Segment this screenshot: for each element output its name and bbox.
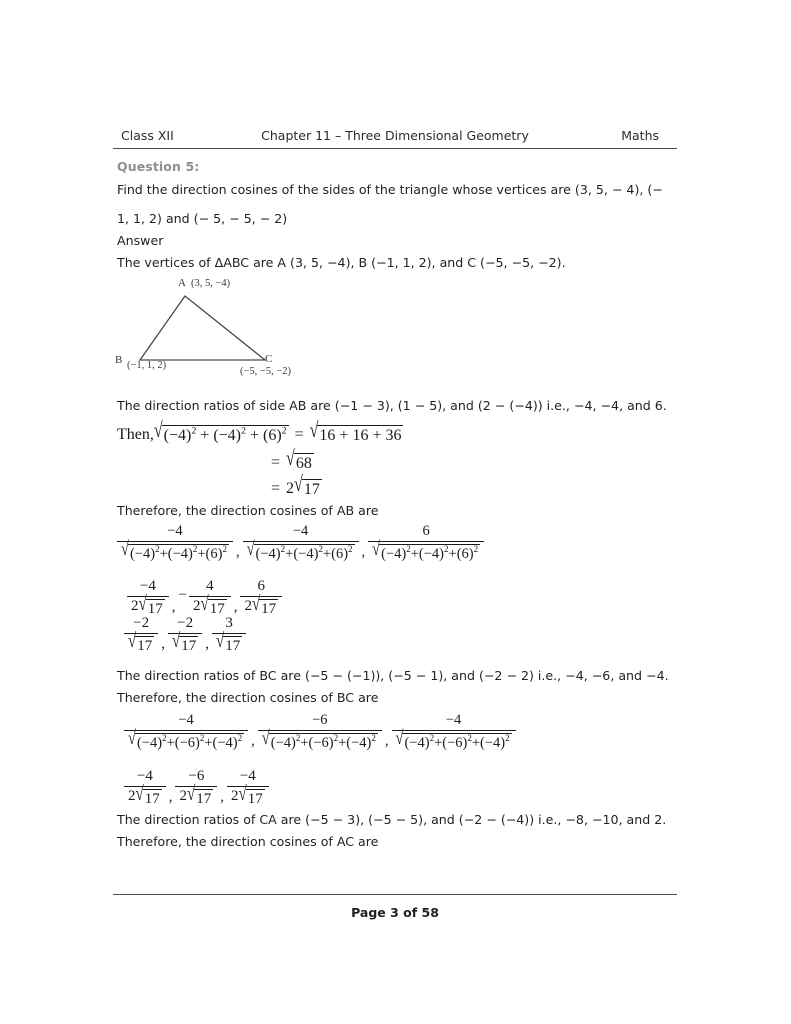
ac-cosines-statement: Therefore, the direction cosines of AC are [117,834,379,849]
figure-coords-b: (−1, 1, 2) [127,360,167,371]
bc-d1-plus2: + [204,735,213,751]
header-divider [113,148,677,149]
bc-d2-exp2: 2 [333,733,339,744]
ab-d1-term2: (−4) [167,546,193,562]
comma-separator: , [233,599,238,615]
comma-separator: , [384,733,389,749]
ab-cosines-expression [117,523,484,563]
bc-d2-plus1: + [300,735,309,751]
sqrt-sum-squares [153,419,289,445]
bc-d2-exp1: 2 [295,733,301,744]
bc-d1-term1: (−4) [136,735,163,751]
ca-ratios-statement: The direction ratios of CA are (−5 − 3), (−5 − 5), and (−2 − (−4)) i.e., −8, −10, and 2. [117,812,667,827]
ab-d1-exp2: 2 [192,544,198,555]
ab-cosine-fraction-3 [368,523,484,563]
ab-term-1: (−4) [163,427,192,444]
ab-simplified-num-1: −4 [139,578,156,594]
ab-simplified-den-coeff-1: 2 [131,598,139,614]
ab-d2-term3: (6) [331,546,349,562]
bc-simplified-fraction-3 [227,768,269,808]
equals-sign-1: = [294,426,304,443]
ab-final-root-1: 17 [137,638,153,654]
answer-label: Answer [117,233,164,248]
page-header [113,128,677,146]
radical-sign-icon: √ [286,447,295,471]
ab-d2-plus2: + [322,546,332,562]
figure-label-a: A [178,277,186,289]
ab-d2-term2: (−4) [293,546,319,562]
ab-final-num-1: −2 [133,615,150,631]
ab-minus-prefix: − [178,586,187,603]
ab-final-root-3: 17 [225,638,241,654]
bc-simplified-num-1: −4 [136,768,153,784]
radical-sign-icon: √ [246,538,255,561]
sqrt-68 [286,447,314,473]
header-class-label: Class XII [121,128,174,143]
ab-d1-plus2: + [197,546,206,562]
radical-sign-icon: √ [200,593,209,616]
bc-d1-exp2: 2 [199,733,205,744]
radical-sign-icon: √ [309,419,319,443]
plus-sign-2: + [249,427,259,444]
header-chapter-label: Chapter 11 – Three Dimensional Geometry [261,128,529,143]
bc-cosines-expression [124,712,516,752]
ab-simplified-den-coeff-3: 2 [244,598,252,614]
ab-simplified-fraction-2 [189,578,231,618]
radical-sign-icon: √ [121,538,129,561]
ab-d3-term3: (6) [456,546,474,562]
ab-d3-term2: (−4) [418,546,444,562]
bc-d3-term3: (−4) [480,735,506,751]
ab-final-num-2: −2 [177,615,194,631]
ab-simplified-den-root-1: 17 [147,601,163,617]
radical-sign-icon: √ [251,593,261,616]
ab-simplified-den-coeff-2: 2 [192,598,201,614]
ab-cosines-simplified [127,578,282,618]
bc-simplified-fraction-1 [124,768,166,808]
ab-cosines-statement: Therefore, the direction cosines of AB are [117,503,379,518]
bc-d3-exp1: 2 [429,733,435,744]
triangle-figure [113,276,413,391]
plus-sign-1: + [200,427,210,444]
ab-final-fraction-3 [212,615,246,655]
radical-sign-icon: √ [135,783,144,806]
radical-sign-icon: √ [128,727,136,750]
bc-cosine-fraction-1 [124,712,248,752]
ab-exp-2: 2 [241,425,246,437]
sqrt-17 [294,473,322,499]
question-line-1: Find the direction cosines of the sides of the triangle whose vertices are (3, 5, − 4), (− [117,182,663,197]
ab-final-fraction-2 [168,615,202,655]
bc-d1-term3: (−4) [212,735,238,751]
ab-d3-term1: (−4) [381,546,407,562]
bc-d2-term1: (−4) [270,735,296,751]
bc-simplified-den-root-2: 17 [196,791,212,807]
sqrt-numeric-sum [309,419,404,445]
bc-d3-plus1: + [434,735,443,751]
ab-d3-exp1: 2 [406,544,411,555]
radical-sign-icon: √ [186,783,196,806]
radical-sign-icon: √ [215,630,225,653]
radical-sign-icon: √ [171,630,181,653]
ab-step3-radicand: 17 [303,481,320,498]
ab-magnitude-equation [117,419,403,445]
bc-d1-term2: (−6) [174,735,200,751]
ab-cosine-num-2: −4 [292,523,309,539]
bc-d1-exp3: 2 [237,733,243,744]
comma-separator: , [171,599,176,615]
radical-sign-icon: √ [238,783,247,806]
bc-d3-term1: (−4) [404,735,430,751]
bc-d3-exp2: 2 [467,733,472,744]
ab-d1-term1: (−4) [129,546,156,562]
equals-sign-3: = [271,480,281,497]
bc-d2-term3: (−4) [346,735,372,751]
footer-divider [113,894,677,895]
bc-ratios-statement: The direction ratios of BC are (−5 − (−1)), (−5 − 1), and (−2 − 2) i.e., −4, −6, and −4. [117,668,669,683]
ab-simplified-den-root-3: 17 [261,601,277,617]
comma-separator: , [205,636,209,652]
ab-cosines-final [124,615,246,655]
bc-d3-term2: (−6) [442,735,468,751]
bc-simplified-fraction-2 [175,768,217,808]
ab-sum-radicand: 16 + 16 + 36 [319,427,402,444]
ab-step2-value: 68 [295,455,312,472]
vertices-statement: The vertices of ΔABC are A (3, 5, −4), B (−1, 1, 2), and C (−5, −5, −2). [117,255,566,270]
bc-d2-term2: (−6) [308,735,334,751]
bc-simplified-num-3: −4 [239,768,256,784]
ab-d3-plus2: + [448,546,457,562]
figure-coords-a: (3, 5, −4) [191,278,231,289]
comma-separator: , [251,733,255,749]
ab-cosine-fraction-2 [243,523,359,563]
comma-separator: , [235,544,240,560]
question-line-2: 1, 1, 2) and (− 5, − 5, − 2) [117,211,288,226]
question-title: Question 5: [117,159,200,174]
ab-d2-exp3: 2 [348,544,353,555]
ab-simplified-fraction-3 [240,578,282,618]
ab-d2-exp1: 2 [280,544,286,555]
ab-simplified-fraction-1 [127,578,169,618]
then-label: Then, [117,426,154,443]
ab-final-fraction-1 [124,615,158,655]
ab-d1-term3: (6) [205,546,223,562]
ab-cosine-fraction-1 [117,523,233,563]
bc-cosine-num-1: −4 [178,712,194,728]
radical-sign-icon: √ [294,473,303,497]
ab-simplified-num-2: 4 [206,578,214,594]
bc-simplified-den-root-1: 17 [144,791,160,807]
radical-sign-icon: √ [138,593,147,616]
ab-step3-coefficient: 2 [286,480,295,497]
page-number: Page 3 of 58 [351,905,439,920]
ab-d3-exp3: 2 [473,544,479,555]
bc-simplified-den-coeff-3: 2 [230,788,239,804]
bc-cosine-fraction-2 [258,712,382,752]
comma-separator: , [161,636,165,652]
bc-d2-exp3: 2 [371,733,376,744]
ab-magnitude-step-3 [271,473,322,499]
ab-cosine-num-3: 6 [422,523,430,539]
comma-separator: , [168,789,173,805]
ab-term-3: (6) [263,427,282,444]
bc-cosine-num-2: −6 [312,712,328,728]
comma-separator: , [220,789,224,805]
bc-d1-plus1: + [166,735,175,751]
bc-simplified-num-2: −6 [188,768,205,784]
bc-d3-plus2: + [471,735,481,751]
radical-sign-icon: √ [372,538,381,561]
ab-d1-exp1: 2 [155,544,160,555]
ab-d3-exp2: 2 [444,544,449,555]
comma-separator: , [361,544,366,560]
bc-cosine-num-3: −4 [445,712,462,728]
ab-ratios-statement: The direction ratios of side AB are (−1 − 3), (1 − 5), and (2 − (−4)) i.e., −4, −4, and 6. [117,398,667,413]
radical-sign-icon: √ [261,727,270,750]
bc-d1-exp1: 2 [162,733,167,744]
bc-simplified-den-root-3: 17 [247,791,263,807]
ab-d1-exp3: 2 [222,544,227,555]
header-subject-label: Maths [621,128,659,143]
ab-magnitude-step-2 [271,447,314,473]
bc-simplified-den-coeff-1: 2 [128,788,136,804]
ab-simplified-num-3: 6 [257,578,266,594]
bc-cosines-statement: Therefore, the direction cosines of BC are [117,690,379,705]
ab-cosine-num-1: −4 [167,523,183,539]
ab-d2-plus1: + [285,546,294,562]
ab-term-2: (−4) [213,427,242,444]
ab-d2-exp2: 2 [318,544,323,555]
bc-simplified-den-coeff-2: 2 [179,788,187,804]
figure-label-b: B [115,354,123,366]
ab-simplified-den-root-2: 17 [209,601,225,617]
ab-final-root-2: 17 [181,638,197,654]
figure-coords-c: (−5, −5, −2) [240,366,292,377]
figure-label-c: C [265,353,273,365]
radical-sign-icon: √ [395,727,404,750]
ab-d1-plus1: + [159,546,168,562]
radical-sign-icon: √ [153,419,163,443]
ab-final-num-3: 3 [225,615,233,631]
bc-cosine-fraction-3 [392,712,516,752]
bc-d2-plus2: + [338,735,347,751]
radical-sign-icon: √ [128,630,137,653]
ab-d2-term1: (−4) [255,546,281,562]
ab-exp-1: 2 [191,425,197,437]
bc-cosines-simplified [124,768,269,808]
ab-d3-plus1: + [410,546,419,562]
bc-d3-exp3: 2 [505,733,510,744]
equals-sign-2: = [271,454,281,471]
ab-exp-3: 2 [281,425,287,437]
